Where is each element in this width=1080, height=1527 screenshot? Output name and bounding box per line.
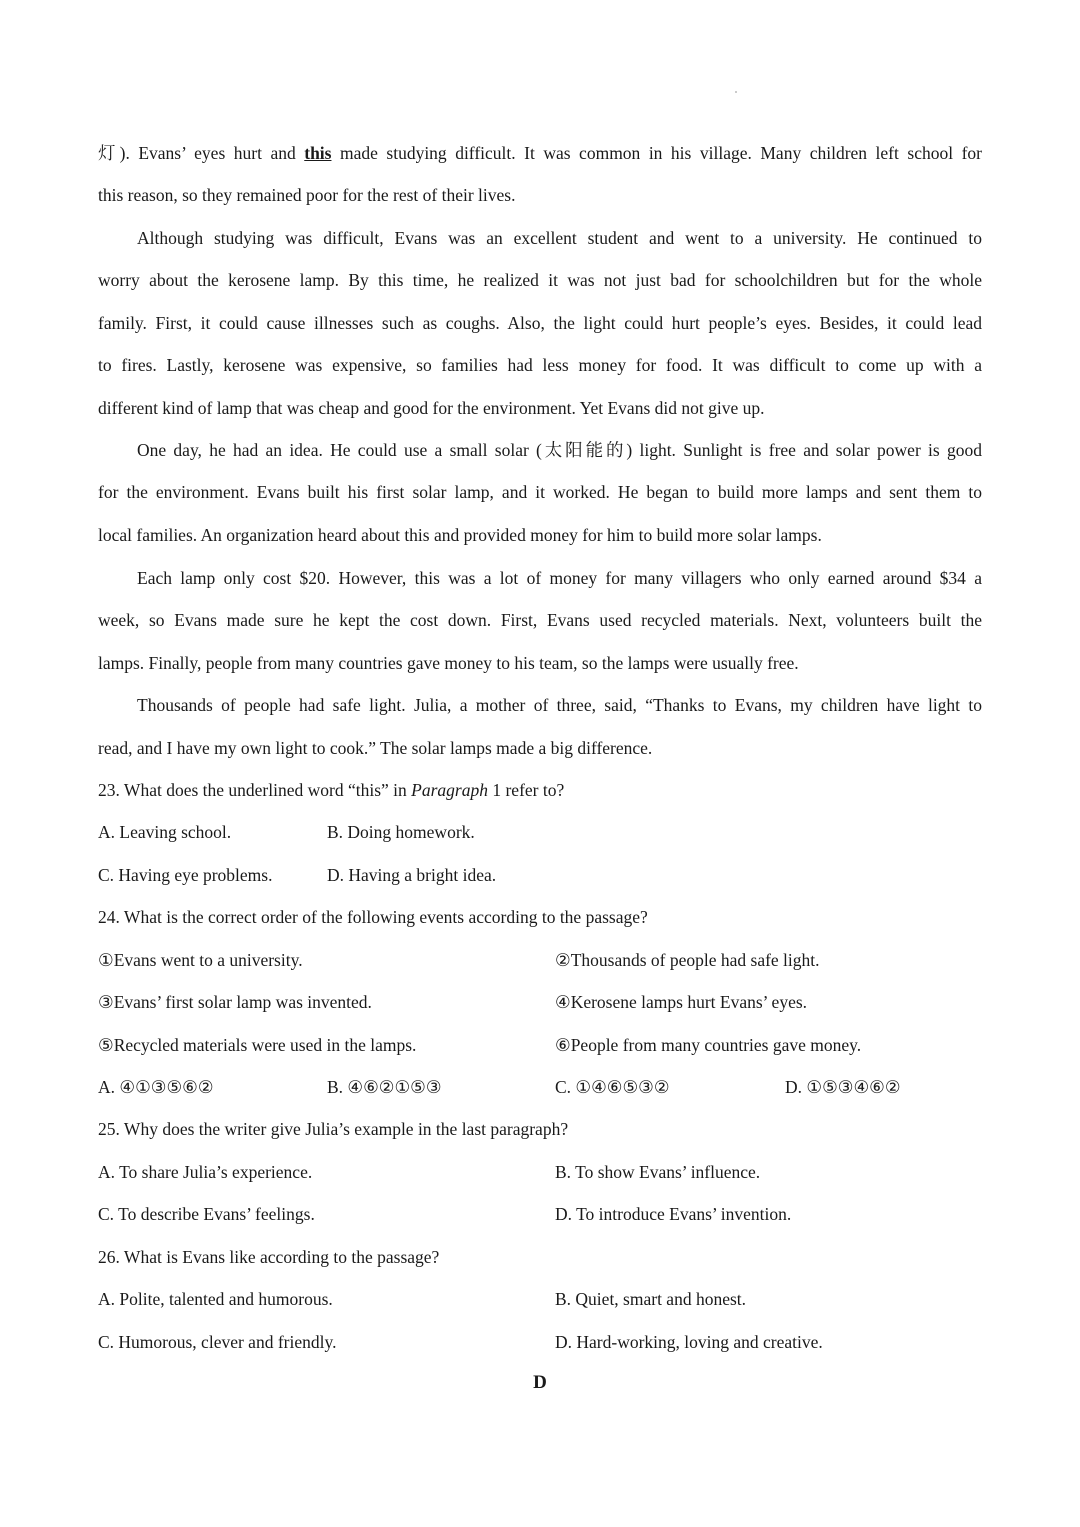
q26-option-c[interactable]: C. Humorous, clever and friendly. xyxy=(98,1332,337,1352)
q24-event-4: ④Kerosene lamps hurt Evans’ eyes. xyxy=(555,992,808,1012)
q25-option-a[interactable]: A. To share Julia’s experience. xyxy=(98,1162,313,1182)
question-24-stem: 24. What is the correct order of the following events according to the passage? xyxy=(98,907,648,927)
q24-event-3: ③Evans’ first solar lamp was invented. xyxy=(98,992,372,1012)
underlined-word: this xyxy=(304,143,332,163)
passage-line: Although studying was difficult, Evans was an excellent student and went to a university. He continued to xyxy=(137,228,982,248)
question-23-stem xyxy=(98,779,564,801)
passage-line: read, and I have my own light to cook.” The solar lamps made a big difference. xyxy=(98,738,653,758)
passage-line: family. First, it could cause illnesses such as coughs. Also, the light could hurt people’s eyes. Besides, it could lead xyxy=(98,313,982,333)
speck-mark xyxy=(735,91,737,93)
passage-line: for the environment. Evans built his first solar lamp, and it worked. He began to build more lamps and sent them to xyxy=(98,482,982,502)
passage-line: One day, he had an idea. He could use a small solar (太阳能的) light. Sunlight is free and solar power is good xyxy=(137,440,982,460)
q23-option-d[interactable]: D. Having a bright idea. xyxy=(327,865,497,885)
q24-option-d[interactable]: D. ①⑤③④⑥② xyxy=(785,1077,901,1097)
passage-line: Each lamp only cost $20. However, this was a lot of money for many villagers who only earned around $34 a xyxy=(137,568,982,588)
q23-option-a[interactable]: A. Leaving school. xyxy=(98,822,232,842)
text-span: 1 refer to? xyxy=(487,780,565,800)
italic-text: Paragraph xyxy=(411,780,488,800)
q24-option-b[interactable]: B. ④⑥②①⑤③ xyxy=(327,1077,442,1097)
q25-option-c[interactable]: C. To describe Evans’ feelings. xyxy=(98,1204,315,1224)
passage-line: week, so Evans made sure he kept the cost down. First, Evans used recycled materials. Next, volunteers built the xyxy=(98,610,982,630)
passage-line xyxy=(98,142,982,164)
passage-line: worry about the kerosene lamp. By this time, he realized it was not just bad for schoolchildren but for the whole xyxy=(98,270,982,290)
q23-option-b[interactable]: B. Doing homework. xyxy=(327,822,475,842)
q24-option-c[interactable]: C. ①④⑥⑤③② xyxy=(555,1077,670,1097)
q24-event-6: ⑥People from many countries gave money. xyxy=(555,1035,862,1055)
passage-line: Thousands of people had safe light. Julia, a mother of three, said, “Thanks to Evans, my children have light to xyxy=(137,695,982,715)
text-span: 灯). Evans’ eyes hurt and xyxy=(98,143,305,163)
q24-event-1: ①Evans went to a university. xyxy=(98,950,303,970)
q24-option-a[interactable]: A. ④①③⑤⑥② xyxy=(98,1077,214,1097)
text-span: made studying difficult. It was common in his village. Many children left school for xyxy=(331,143,982,163)
question-25-stem: 25. Why does the writer give Julia’s example in the last paragraph? xyxy=(98,1119,569,1139)
section-heading: D xyxy=(533,1372,547,1393)
passage-line: to fires. Lastly, kerosene was expensive, so families had less money for food. It was difficult to come up with a xyxy=(98,355,982,375)
q24-event-2: ②Thousands of people had safe light. xyxy=(555,950,820,970)
passage-line: this reason, so they remained poor for the rest of their lives. xyxy=(98,185,516,205)
q26-option-b[interactable]: B. Quiet, smart and honest. xyxy=(555,1289,747,1309)
text-span: 23. What does the underlined word “this” in xyxy=(98,780,412,800)
passage-line: local families. An organization heard about this and provided money for him to build more solar lamps. xyxy=(98,525,822,545)
question-26-stem: 26. What is Evans like according to the passage? xyxy=(98,1247,440,1267)
q25-option-b[interactable]: B. To show Evans’ influence. xyxy=(555,1162,761,1182)
q24-event-5: ⑤Recycled materials were used in the lamps. xyxy=(98,1035,417,1055)
q25-option-d[interactable]: D. To introduce Evans’ invention. xyxy=(555,1204,792,1224)
q26-option-a[interactable]: A. Polite, talented and humorous. xyxy=(98,1289,333,1309)
q23-option-c[interactable]: C. Having eye problems. xyxy=(98,865,273,885)
q26-option-d[interactable]: D. Hard-working, loving and creative. xyxy=(555,1332,823,1352)
passage-line: different kind of lamp that was cheap and good for the environment. Yet Evans did not give up. xyxy=(98,398,765,418)
passage-line: lamps. Finally, people from many countries gave money to his team, so the lamps were usually free. xyxy=(98,653,799,673)
